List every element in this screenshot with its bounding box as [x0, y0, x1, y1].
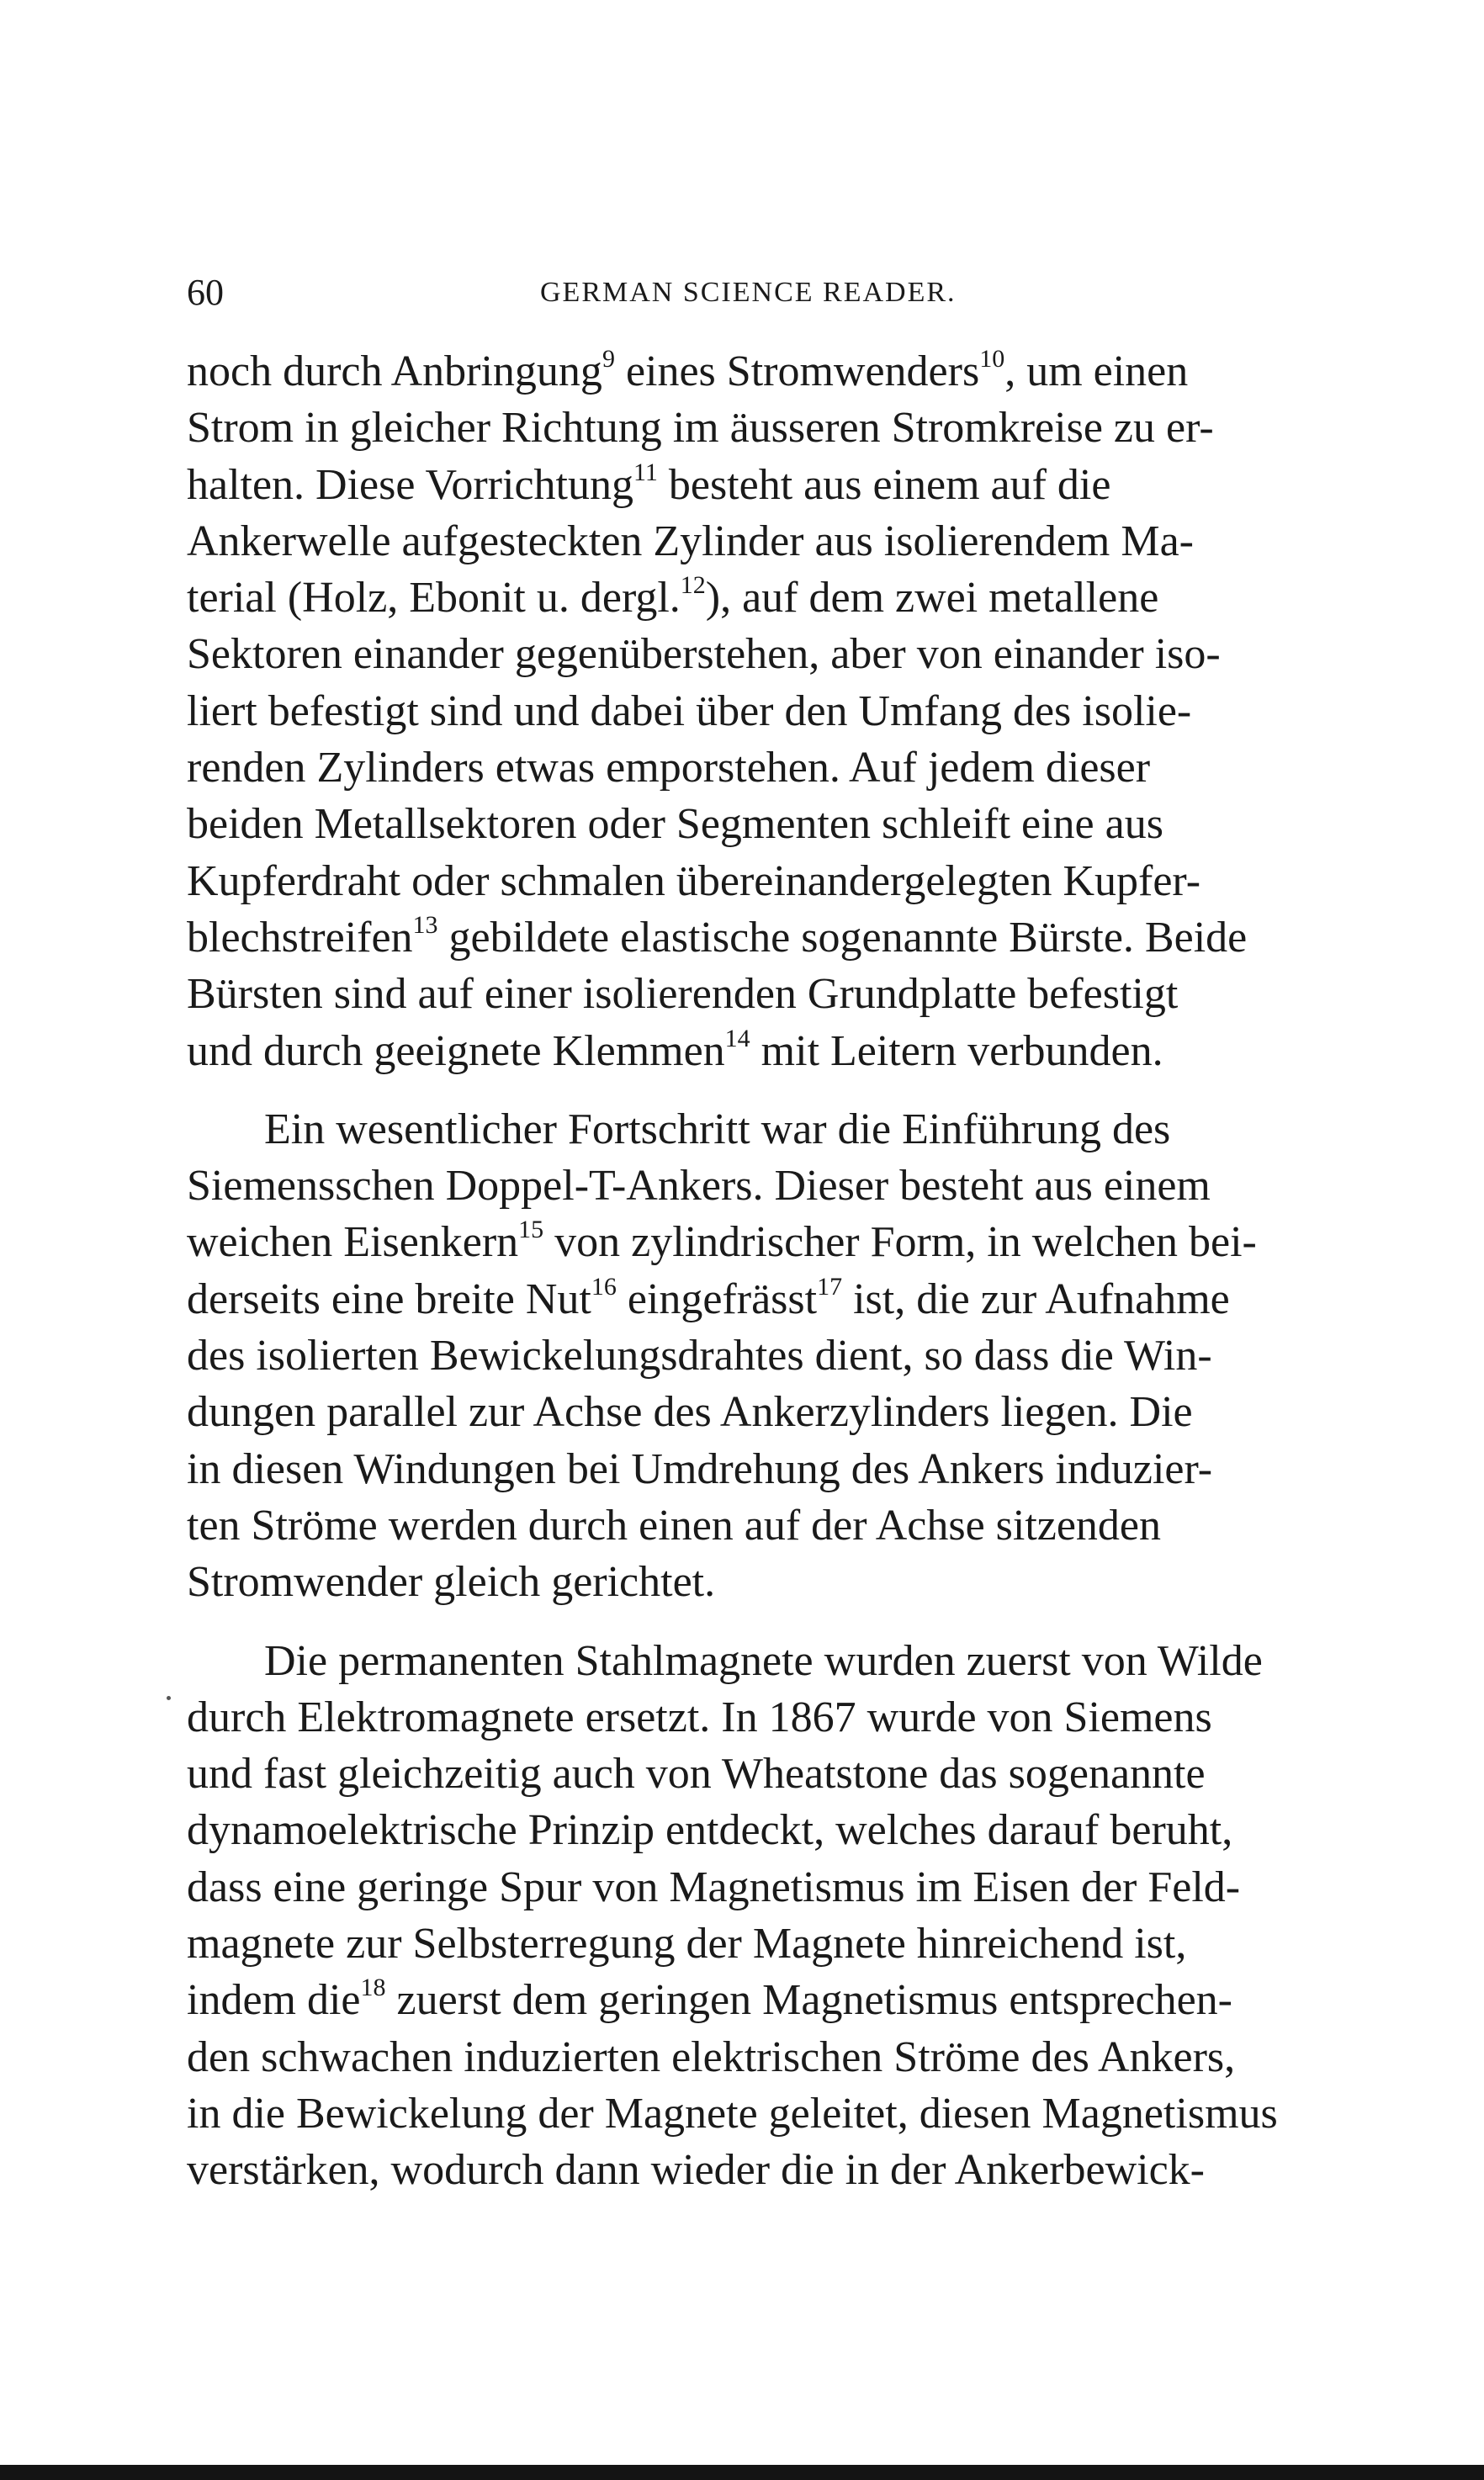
text-run: ), auf dem zwei metallene Sektoren einander gegenüberstehen, aber von einander iso- liert befestigt sind und dabei über den Umfang des isolie- renden Zylinders etwas emporstehen. Auf jedem dieser beiden Metallsektoren oder Segmenten schleift eine aus Kupferdraht oder schmalen übereinandergelegten Kupfer- blechstreifen [187, 574, 1221, 962]
footnote-marker: 15 [518, 1216, 544, 1244]
running-head [187, 268, 1423, 318]
footnote-marker: 16 [591, 1272, 617, 1301]
footnote-marker: 10 [979, 345, 1005, 373]
text-run: besteht aus einem auf die Ankerwelle aufgesteckten Zylinder aus isolierendem Ma- terial (Holz, Ebonit u. dergl. [187, 460, 1194, 623]
text-run: zuerst dem geringen Magnetismus entsprechen- den schwachen induzierten elektrischen Ströme des Ankers, in die Bewickelung der Magnete geleitet, diesen Magnetismus verstärken, wodurch dann wieder die in der Ankerbewick- [187, 1976, 1278, 2195]
text-run: , um einen Strom in gleicher Richtung im äusseren Stromkreise zu er- halten. Diese Vorrichtung [187, 347, 1214, 509]
running-title: GERMAN SCIENCE READER. [540, 277, 957, 308]
text-run: eines Stromwenders [614, 347, 980, 395]
text-run: Die permanenten Stahlmagnete wurden zuerst von Wilde durch Elektromagnete ersetzt. In 1867 wurde von Siemens und fast gleichzeitig auch von Wheatstone das sogenannte dynamoelektrische Prinzip entdeckt, welches darauf beruht, dass eine geringe Spur von Magnetismus im Eisen der Feld- magnete zur Selbsterregung der Magnete hinreichend ist, indem die [187, 1636, 1263, 2025]
paragraph-3 [187, 1633, 1423, 2199]
page-number: 60 [187, 272, 224, 313]
text-run: von zylindrischer Form, in welchen bei- derseits eine breite Nut [187, 1218, 1257, 1323]
footnote-marker: 17 [817, 1272, 843, 1301]
body-text [187, 343, 1423, 2199]
text-run: gebildete elastische sogenannte Bürste. Beide Bürsten sind auf einer isolierenden Grundplatte befestigt und durch geeignete Klemmen [187, 913, 1248, 1075]
footnote-marker: 18 [360, 1974, 386, 2002]
text-run: noch durch Anbringung [187, 347, 602, 395]
footnote-marker: 11 [633, 458, 658, 486]
text-run: ist, die zur Aufnahme des isolierten Bewickelungsdrahtes dient, so dass die Win- dungen parallel zur Achse des Ankerzylinders liegen. Die in diesen Windungen bei Umdrehung des Ankers induzier- ten Ströme werden durch einen auf der Achse sitzenden Stromwender gleich gerichtet. [187, 1274, 1230, 1607]
footnote-marker: 13 [412, 910, 438, 939]
paragraph-1 [187, 343, 1423, 1079]
text-run: Ein wesentlicher Fortschritt war die Einführung des Siemensschen Doppel-T-Ankers. Dieser besteht aus einem weichen Eisenkern [187, 1105, 1211, 1267]
text-run: eingefrässt [616, 1274, 818, 1323]
footnote-marker: 9 [602, 345, 615, 373]
paragraph-2 [187, 1101, 1423, 1611]
text-run: mit Leitern verbunden. [750, 1026, 1163, 1075]
page-edge-rule [0, 2465, 1484, 2480]
footnote-marker: 12 [680, 571, 706, 600]
footnote-marker: 14 [724, 1024, 750, 1052]
print-speck [167, 1696, 171, 1700]
